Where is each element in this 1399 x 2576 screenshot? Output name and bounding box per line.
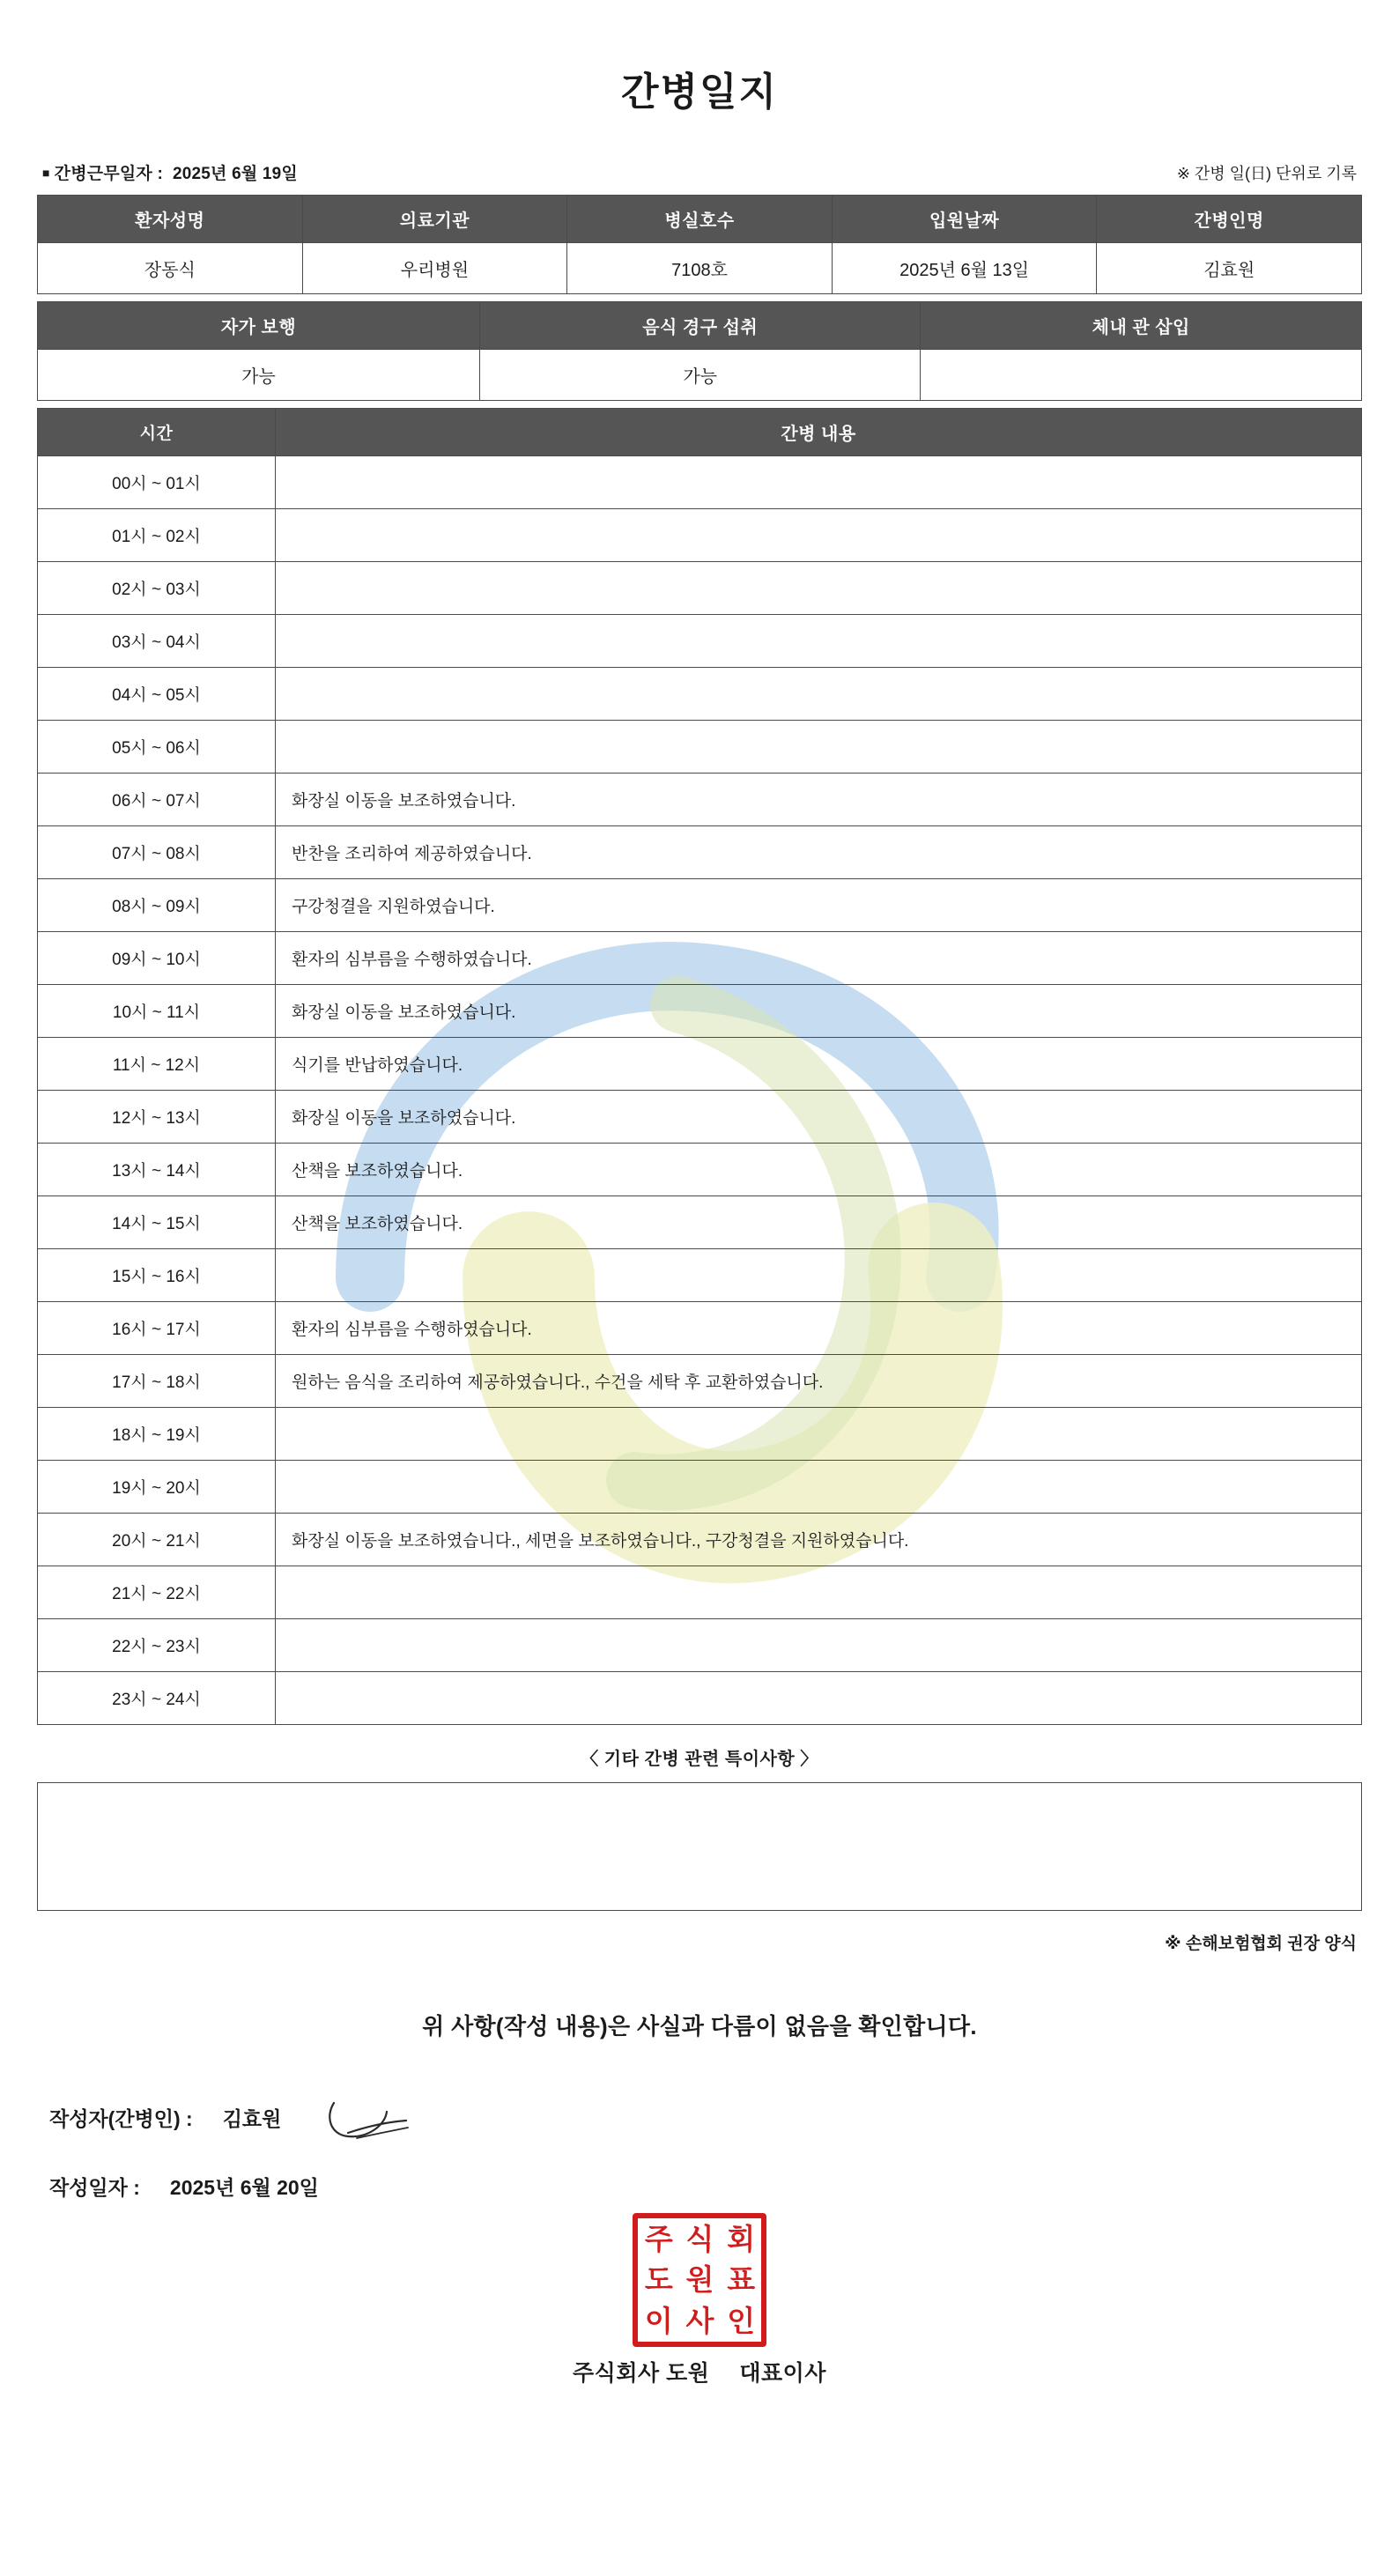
care-content: 환자의 심부름을 수행하였습니다.: [276, 932, 1362, 985]
time-slot: 20시 ~ 21시: [38, 1514, 276, 1566]
table-row: [38, 932, 1362, 985]
table-row: [38, 721, 1362, 774]
patient-info-table: [37, 195, 1362, 294]
company-signature: [37, 2285, 1362, 2387]
stamp-char: 이: [644, 2304, 672, 2339]
col-self-walking: 자가 보행: [38, 302, 480, 350]
time-slot: 17시 ~ 18시: [38, 1355, 276, 1408]
care-content: 환자의 심부름을 수행하였습니다.: [276, 1302, 1362, 1355]
stamp-char: 식: [685, 2221, 714, 2256]
table-row: [38, 1196, 1362, 1249]
stamp-char: 도: [644, 2262, 672, 2298]
care-condition-table: [37, 301, 1362, 401]
care-content: [276, 1461, 1362, 1514]
care-content: [276, 668, 1362, 721]
remarks-box[interactable]: [37, 1782, 1362, 1911]
table-row: [38, 1249, 1362, 1302]
care-content: [276, 509, 1362, 562]
writer-label: 작성자(간병인) :: [49, 2106, 193, 2130]
confirmation-statement: 위 사항(작성 내용)은 사실과 다름이 없음을 확인합니다.: [422, 2013, 977, 2039]
time-slot: 21시 ~ 22시: [38, 1566, 276, 1619]
col-oral-intake: 음식 경구 섭취: [480, 302, 921, 350]
work-date: [42, 160, 298, 184]
col-care-content: 간병 내용: [276, 409, 1362, 456]
care-content: [276, 615, 1362, 668]
care-content: [276, 1566, 1362, 1619]
write-date-label: 작성일자 :: [49, 2176, 140, 2199]
col-patient-name: 환자성명: [38, 196, 303, 243]
time-slot: 09시 ~ 10시: [38, 932, 276, 985]
table-row: [38, 1619, 1362, 1672]
care-content: 화장실 이동을 보조하였습니다.: [276, 774, 1362, 826]
time-slot: 13시 ~ 14시: [38, 1144, 276, 1196]
time-slot: 11시 ~ 12시: [38, 1038, 276, 1091]
stamp-char: 사: [685, 2304, 714, 2339]
col-admission-date: 입원날짜: [832, 196, 1097, 243]
care-content: [276, 721, 1362, 774]
time-slot: 02시 ~ 03시: [38, 562, 276, 615]
time-slot: 23시 ~ 24시: [38, 1672, 276, 1725]
care-content: [276, 562, 1362, 615]
table-row: [38, 615, 1362, 668]
table-row: [38, 456, 1362, 509]
stamp-char: 표: [727, 2262, 755, 2298]
table-row: [38, 879, 1362, 932]
work-date-value: 2025년 6월 19일: [172, 165, 298, 183]
write-date-value: 2025년 6월 20일: [169, 2176, 319, 2199]
care-content: 구강청결을 지원하였습니다.: [276, 879, 1362, 932]
stamp-char: 주: [644, 2221, 672, 2256]
time-slot: 14시 ~ 15시: [38, 1196, 276, 1249]
work-date-label: 간병근무일자 :: [54, 165, 163, 183]
time-slot: 19시 ~ 20시: [38, 1461, 276, 1514]
hourly-log-table: [37, 408, 1362, 1725]
value-hospital: 우리병원: [302, 243, 567, 294]
record-unit-note: ※ 간병 일(日) 단위로 기록: [1176, 165, 1357, 182]
signature-icon: [322, 2094, 427, 2143]
table-row: [38, 1038, 1362, 1091]
col-caregiver-name: 간병인명: [1097, 196, 1362, 243]
care-content: 산책을 보조하였습니다.: [276, 1144, 1362, 1196]
table-header-row: [38, 302, 1362, 350]
table-row: [38, 350, 1362, 401]
table-row: [38, 243, 1362, 294]
care-content: [276, 1619, 1362, 1672]
time-slot: 00시 ~ 01시: [38, 456, 276, 509]
time-slot: 07시 ~ 08시: [38, 826, 276, 879]
time-slot: 18시 ~ 19시: [38, 1408, 276, 1461]
table-row: [38, 1566, 1362, 1619]
table-row: [38, 985, 1362, 1038]
table-row: [38, 1408, 1362, 1461]
square-bullet-icon: ■: [42, 166, 50, 180]
value-room-number: 7108호: [567, 243, 833, 294]
value-admission-date: 2025년 6월 13일: [832, 243, 1097, 294]
writer-name: 김효원: [222, 2106, 282, 2130]
stamp-char: 인: [727, 2304, 755, 2339]
value-caregiver-name: 김효원: [1097, 243, 1362, 294]
time-slot: 10시 ~ 11시: [38, 985, 276, 1038]
table-row: [38, 562, 1362, 615]
table-row: [38, 668, 1362, 721]
care-content: 반찬을 조리하여 제공하였습니다.: [276, 826, 1362, 879]
care-content: 식기를 반납하였습니다.: [276, 1038, 1362, 1091]
stamp-char: 회: [727, 2221, 755, 2256]
time-slot: 06시 ~ 07시: [38, 774, 276, 826]
association-form-note: ※ 손해보험협회 권장 양식: [1165, 1935, 1357, 1953]
table-row: [38, 774, 1362, 826]
care-content: 화장실 이동을 보조하였습니다., 세면을 보조하였습니다., 구강청결을 지원하였습니다.: [276, 1514, 1362, 1566]
meta-row: [37, 125, 1362, 195]
time-slot: 05시 ~ 06시: [38, 721, 276, 774]
care-content: 산책을 보조하였습니다.: [276, 1196, 1362, 1249]
table-row: [38, 1091, 1362, 1144]
time-slot: 12시 ~ 13시: [38, 1091, 276, 1144]
col-time: 시간: [38, 409, 276, 456]
value-self-walking: 가능: [38, 350, 480, 401]
time-slot: 15시 ~ 16시: [38, 1249, 276, 1302]
time-slot: 08시 ~ 09시: [38, 879, 276, 932]
page-title: 간병일지: [620, 70, 778, 114]
care-content: 화장실 이동을 보조하였습니다.: [276, 1091, 1362, 1144]
table-header-row: [38, 409, 1362, 456]
table-row: [38, 1302, 1362, 1355]
value-tube-insertion: [921, 350, 1362, 401]
value-oral-intake: 가능: [480, 350, 921, 401]
table-row: [38, 1144, 1362, 1196]
col-hospital: 의료기관: [302, 196, 567, 243]
company-name-text: 주식회사 도원: [573, 2361, 710, 2386]
table-header-row: [38, 196, 1362, 243]
stamp-char: 원: [685, 2262, 714, 2298]
time-slot: 22시 ~ 23시: [38, 1619, 276, 1672]
table-row: [38, 826, 1362, 879]
remarks-title: 〈 기타 간병 관련 특이사항 〉: [581, 1750, 818, 1769]
care-content: [276, 1408, 1362, 1461]
time-slot: 03시 ~ 04시: [38, 615, 276, 668]
table-row: [38, 1514, 1362, 1566]
ceo-label: 대표이사: [739, 2361, 826, 2386]
table-row: [38, 1461, 1362, 1514]
table-row: [38, 1355, 1362, 1408]
time-slot: 01시 ~ 02시: [38, 509, 276, 562]
care-content: [276, 1672, 1362, 1725]
table-row: [38, 1672, 1362, 1725]
care-content: [276, 456, 1362, 509]
care-content: 화장실 이동을 보조하였습니다.: [276, 985, 1362, 1038]
col-tube-insertion: 체내 관 삽입: [921, 302, 1362, 350]
time-slot: 16시 ~ 17시: [38, 1302, 276, 1355]
write-date-row: [37, 2142, 1362, 2201]
care-content: 원하는 음식을 조리하여 제공하였습니다., 수건을 세탁 후 교환하였습니다.: [276, 1355, 1362, 1408]
table-row: [38, 509, 1362, 562]
time-slot: 04시 ~ 05시: [38, 668, 276, 721]
col-room-number: 병실호수: [567, 196, 833, 243]
care-content: [276, 1249, 1362, 1302]
value-patient-name: 장동식: [38, 243, 303, 294]
company-block: [37, 2201, 1362, 2387]
writer-row: [37, 2076, 1362, 2142]
